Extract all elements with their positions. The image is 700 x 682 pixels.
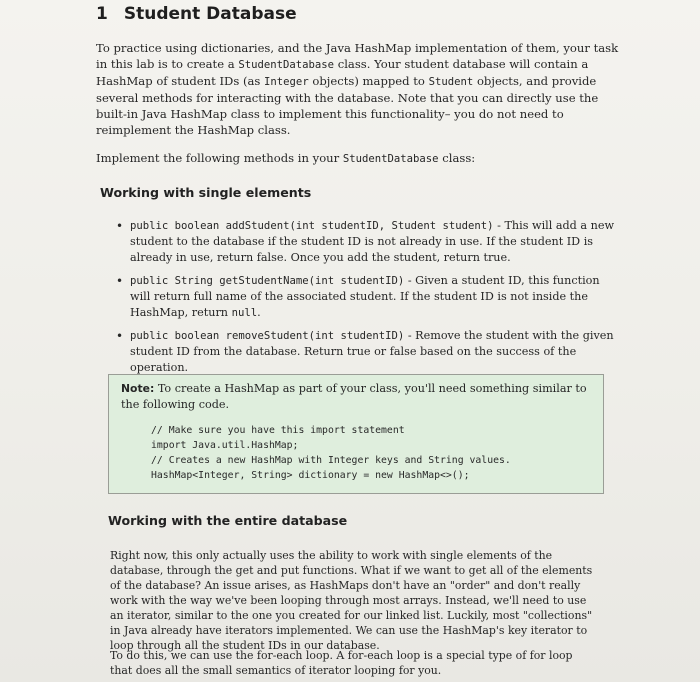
bullet-icon: • [116,219,124,233]
bullet-icon: • [116,274,124,288]
entire-paragraph-2: To do this, we can use the for-each loop. A for-each loop is a special type of for loop that does all the small semantics of iterator looping for you. [110,649,573,677]
code-line: HashMap<Integer, String> dictionary = new HashMap<>(); [151,470,470,481]
code-block [151,423,591,483]
note-box [108,374,604,494]
intro-text-3: objects) mapped to [312,74,425,88]
intro-code-integer: Integer [264,76,309,88]
list-item [110,273,618,321]
intro-text-2: class. Your student database will contain a HashMap of student IDs (as [96,57,589,88]
implement-text: Implement the following methods in your [96,151,340,165]
method-description: - Given a student ID, this function will return full name of the associated student. If the student ID is not inside the HashMap, return [130,274,600,319]
method-signature: public boolean addStudent(int studentID, Student student) [130,220,494,232]
code-line: // Make sure you have this import statement [151,425,405,436]
method-description: - Remove the student with the given student ID from the database. Return true or false based on the success of the operation. [130,329,614,374]
section-title: Student Database [123,4,297,24]
intro-text-1: To practice using dictionaries, and the Java HashMap implementation of them, your task in this lab is to create a [96,41,619,71]
method-list [110,218,618,383]
method-description-end: . [257,306,261,319]
code-line: import Java.util.HashMap; [151,440,299,451]
implement-suffix: class: [442,151,476,165]
method-signature: public boolean removeStudent(int studentID) [130,330,405,342]
intro-text-4: objects, and provide several methods for interacting with the database. Note that you can directly use the built-in Java HashMap class to implement this functionality– you do not need to reimplement the HashMap class. [96,74,599,137]
intro-code-studentdatabase: StudentDatabase [238,59,335,71]
code-line: // Creates a new HashMap with Integer keys and String values. [151,455,511,466]
implement-code: StudentDatabase [342,153,439,165]
single-elements-heading: Working with single elements [100,185,312,200]
method-signature: public String getStudentName(int studentID) [130,275,405,287]
section-number: 1 [96,4,108,24]
note-body: To create a HashMap as part of your class, you'll need something similar to the following code. [121,382,587,411]
note-label: Note: [121,382,155,395]
method-description: - This will add a new student to the database if the student ID is not already in use. If the student ID is already in use, return false. Once you add the student, return true. [130,219,615,264]
list-item [110,328,618,376]
list-item [110,218,618,266]
implement-paragraph [96,150,616,167]
section-heading [96,4,297,24]
intro-code-student: Student [428,76,474,88]
note-text [121,381,591,413]
intro-paragraph [96,40,628,138]
entire-paragraph-1: Right now, this only actually uses the ability to work with single elements of the database, through the get and put functions. What if we want to get all of the elements of the database? An issue arises, as HashMaps don't have an "order" and don't really work with the way we've been looping through most arrays. Instead, we'll need to use an iterator, similar to the one you created for our linked list. Luckily, most "collections" in Java already have iterators implemented. We can use the HashMap's key iterator to loop through all the student IDs in our database. [110,549,593,652]
entire-database-heading: Working with the entire database [108,513,348,528]
bullet-icon: • [116,329,124,343]
method-return-code: null [231,307,258,319]
